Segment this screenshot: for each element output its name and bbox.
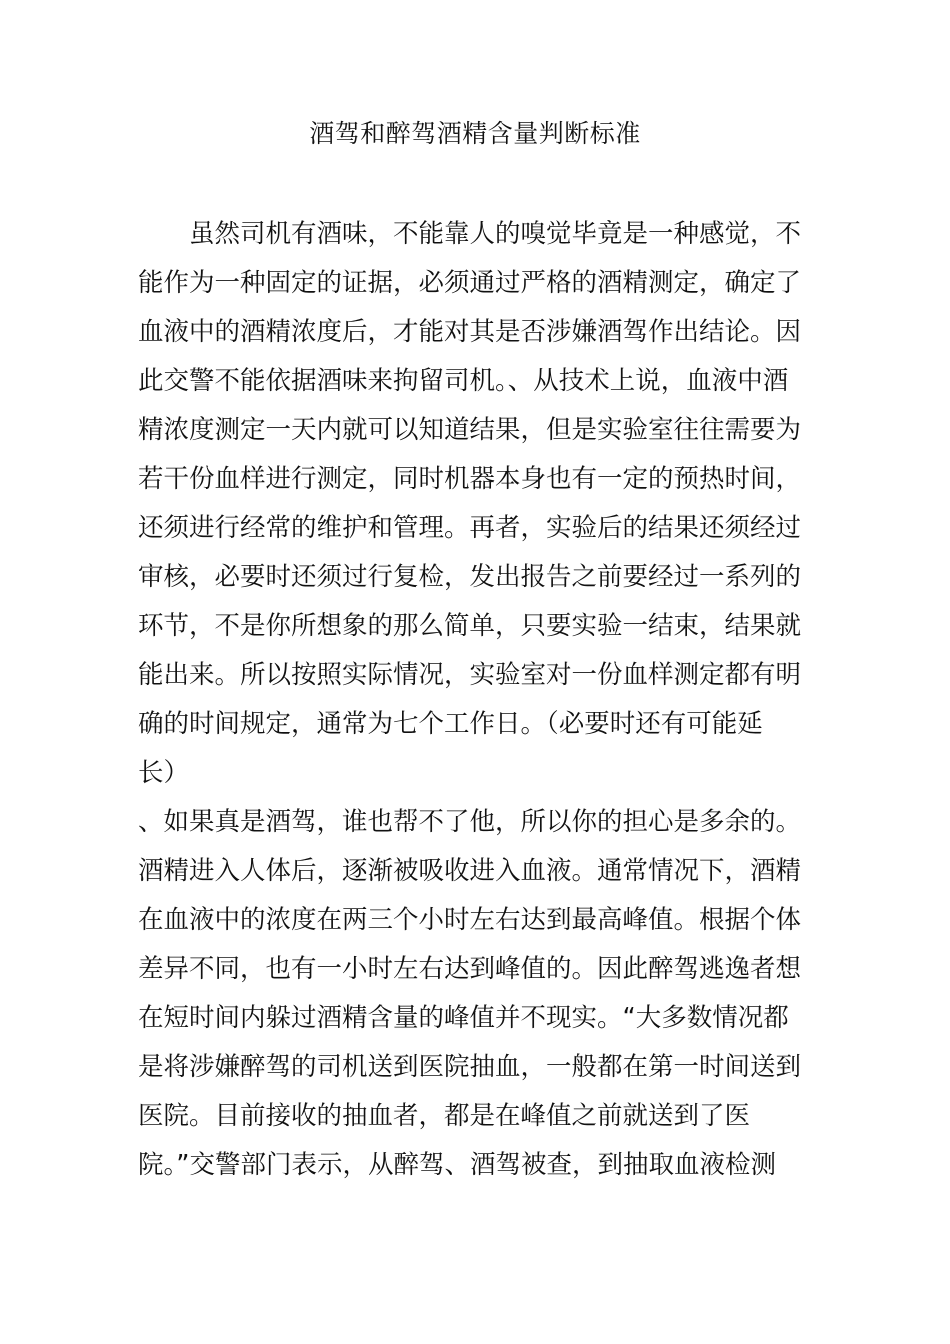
text-line: 确的时间规定，通常为七个工作日。（必要时还有可能延 — [138, 709, 763, 739]
text-line: 精浓度测定一天内就可以知道结果，但是实验室往往需要为 — [138, 415, 802, 445]
text-line: 血液中的酒精浓度后，才能对其是否涉嫌酒驾作出结论。因 — [138, 317, 802, 347]
text-line: 虽然司机有酒味，不能靠人的嗅觉毕竟是一种感觉，不 — [138, 219, 802, 249]
text-line: 、如果真是酒驾，谁也帮不了他，所以你的担心是多余的。 — [138, 807, 802, 837]
text-line: 在血液中的浓度在两三个小时左右达到最高峰值。根据个体 — [138, 905, 802, 935]
text-line: 差异不同，也有一小时左右达到峰值的。因此醉驾逃逸者想 — [138, 954, 802, 984]
text-line: 此交警不能依据酒味来拘留司机。、从技术上说，血液中酒 — [138, 366, 789, 396]
text-line: 院。”交警部门表示，从醉驾、酒驾被查，到抽取血液检测 — [138, 1150, 776, 1180]
text-line: 在短时间内躲过酒精含量的峰值并不现实。“大多数情况都 — [138, 1003, 789, 1033]
text-line: 长） — [138, 758, 190, 788]
text-line: 还须进行经常的维护和管理。再者，实验后的结果还须经过 — [138, 513, 802, 543]
document-title: 酒驾和醉驾酒精含量判断标准 — [309, 119, 641, 148]
text-line: 是将涉嫌醉驾的司机送到医院抽血，一般都在第一时间送到 — [138, 1052, 802, 1082]
text-line: 医院。目前接收的抽血者，都是在峰值之前就送到了医 — [138, 1101, 751, 1131]
text-line: 能作为一种固定的证据，必须通过严格的酒精测定，确定了 — [138, 268, 802, 298]
text-line: 若干份血样进行测定，同时机器本身也有一定的预热时间， — [138, 464, 802, 494]
text-line: 审核，必要时还须过行复检，发出报告之前要经过一系列的 — [138, 562, 802, 592]
text-line: 环节，不是你所想象的那么简单，只要实验一结束，结果就 — [138, 611, 802, 641]
text-line: 酒精进入人体后，逐渐被吸收进入血液。通常情况下，酒精 — [138, 856, 802, 886]
text-line: 能出来。所以按照实际情况，实验室对一份血样测定都有明 — [138, 660, 802, 690]
